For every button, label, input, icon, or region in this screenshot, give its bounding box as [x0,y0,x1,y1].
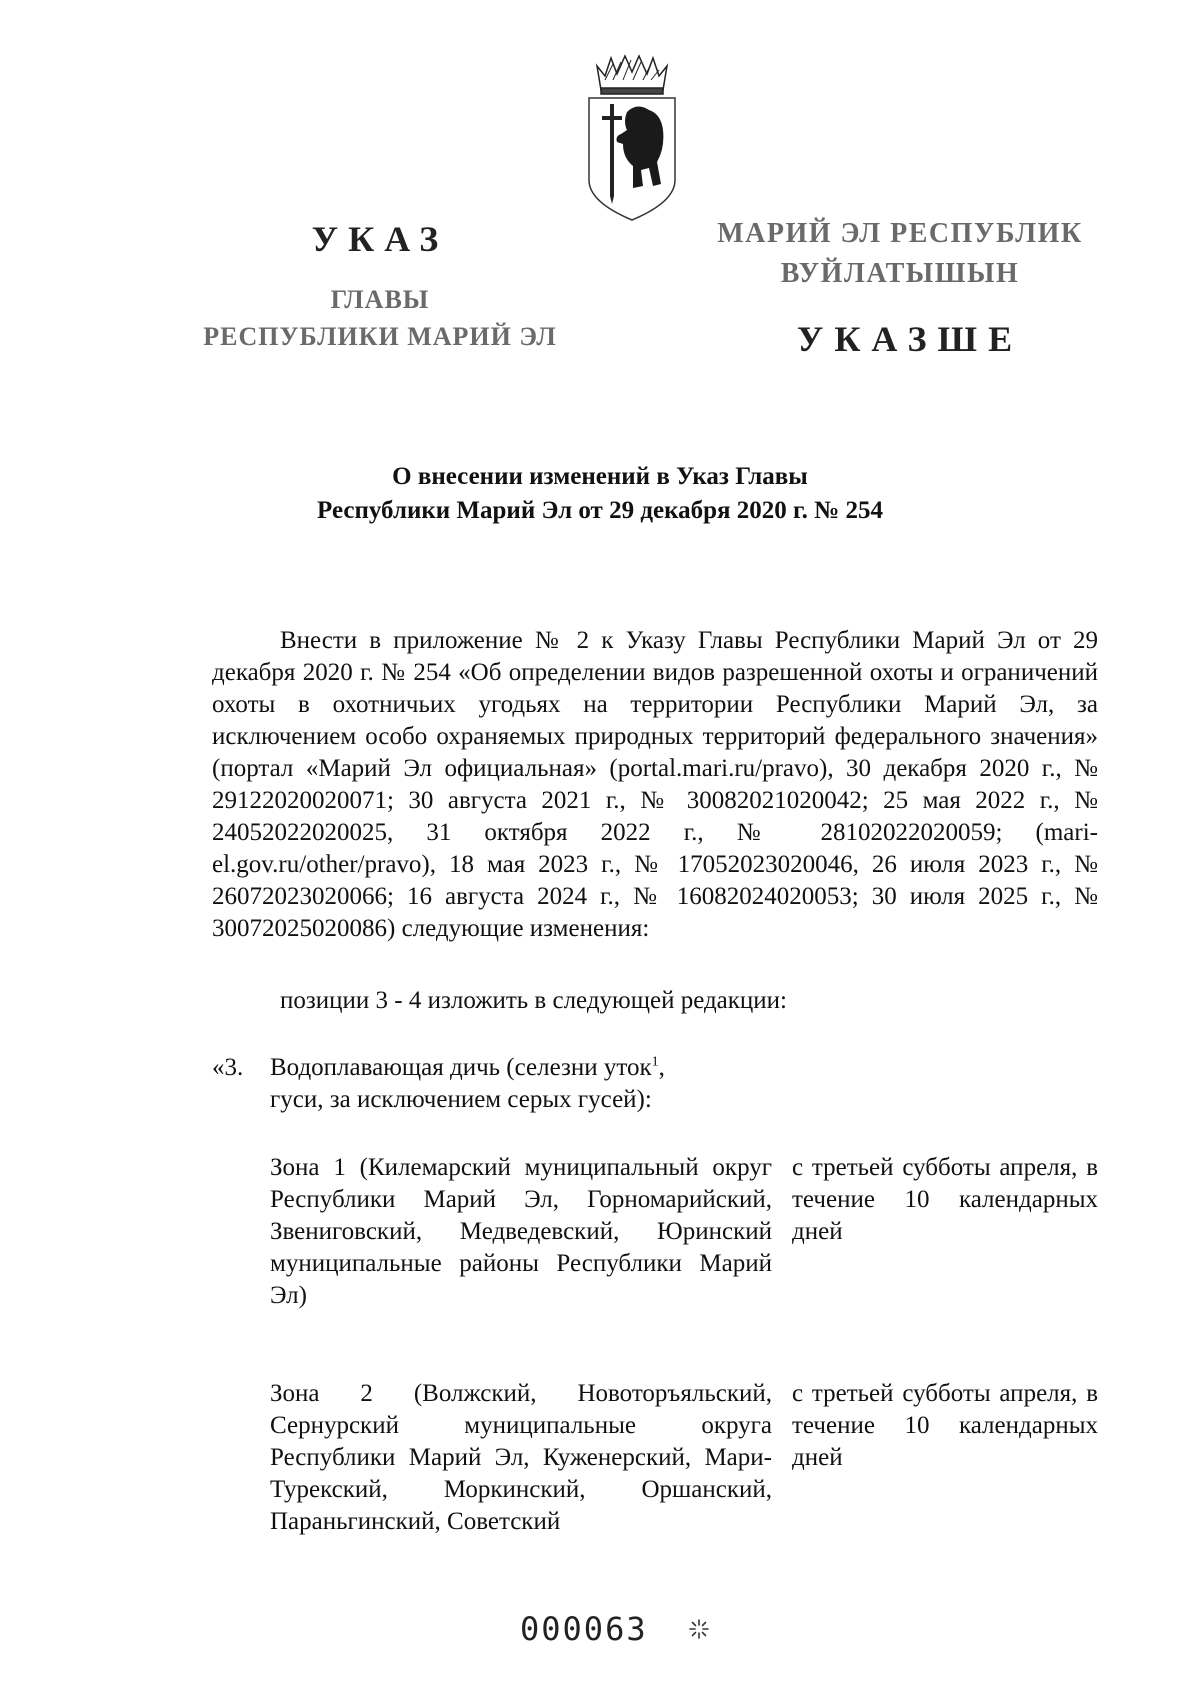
document-title-line-1: О внесении изменений в Указ Главы [392,463,808,490]
position-3-title-line-1-end: , [658,1054,665,1081]
body-paragraph-2: позиции 3 - 4 изложить в следующей редакции: [280,987,788,1014]
header-right-subtitle-2: ВУЙЛАТЫШЫН [780,258,1020,289]
position-3-title-line-2: гуси, за исключением серых гусей): [270,1086,652,1113]
header-left-subtitle-2: РЕСПУБЛИКИ МАРИЙ ЭЛ [203,322,557,351]
mari-el-coat-of-arms-icon [583,52,681,224]
asterisk-mark-icon [688,1618,710,1640]
position-3-number: «3. [212,1054,244,1081]
position-3-title-line-1: Водоплавающая дичь (селезни уток [270,1054,652,1081]
serial-number: 000063 [520,1610,648,1648]
document-title [200,460,1000,528]
zone-1-name: Зона 1 (Килемарский муниципальный округ Республики Марий Эл, Горномарийский, Звениговский, Медведевский, Юринский муниципальные районы Республики Марий Эл) [270,1154,772,1309]
header-left-subtitle-1: ГЛАВЫ [330,285,430,314]
zone-2-period: с третьей субботы апреля, в течение 10 календарных дней [792,1380,1098,1471]
footnote-mark: 1 [651,1054,659,1070]
body-paragraph-1: Внести в приложение № 2 к Указу Главы Республики Марий Эл от 29 декабря 2020 г. № 254 «Об определении видов разрешенной охоты и ограничений охоты в охотничьих угодьях на территории Республики Марий Эл, за исключением особо охраняемых природных территорий федерального значения» (портал «Марий Эл официальная» (portal.mari.ru/pravo), 30 декабря 2020 г., № 29122020020071; 30 августа 2021 г., № 30082021020042; 25 мая 2022 г., № 24052022020025, 31 октября 2022 г., № 28102022020059; (mari-el.gov.ru/other/pravo), 18 мая 2023 г., № 17052023020046, 26 июля 2023 г., № 26072023020066; 16 августа 2024 г., № 16082024020053; 30 июля 2025 г., № 30072025020086) следующие изменения: [212,627,1098,942]
header-right-subtitle-1: МАРИЙ ЭЛ РЕСПУБЛИК [717,218,1083,249]
zone-1-period: с третьей субботы апреля, в течение 10 календарных дней [792,1154,1098,1245]
position-3-title [212,1052,772,1116]
zone-2-name: Зона 2 (Волжский, Новоторъяльский, Сернурский муниципальные округа Республики Марий Эл, Куженерский, Мари-Турекский, Моркинский, Оршанский, Параньгинский, Советский [270,1380,772,1535]
header-right-title: УКАЗШЕ [796,319,1024,359]
header-left-title: УКАЗ [311,219,449,259]
document-title-line-2: Республики Марий Эл от 29 декабря 2020 г. № 254 [317,497,883,524]
